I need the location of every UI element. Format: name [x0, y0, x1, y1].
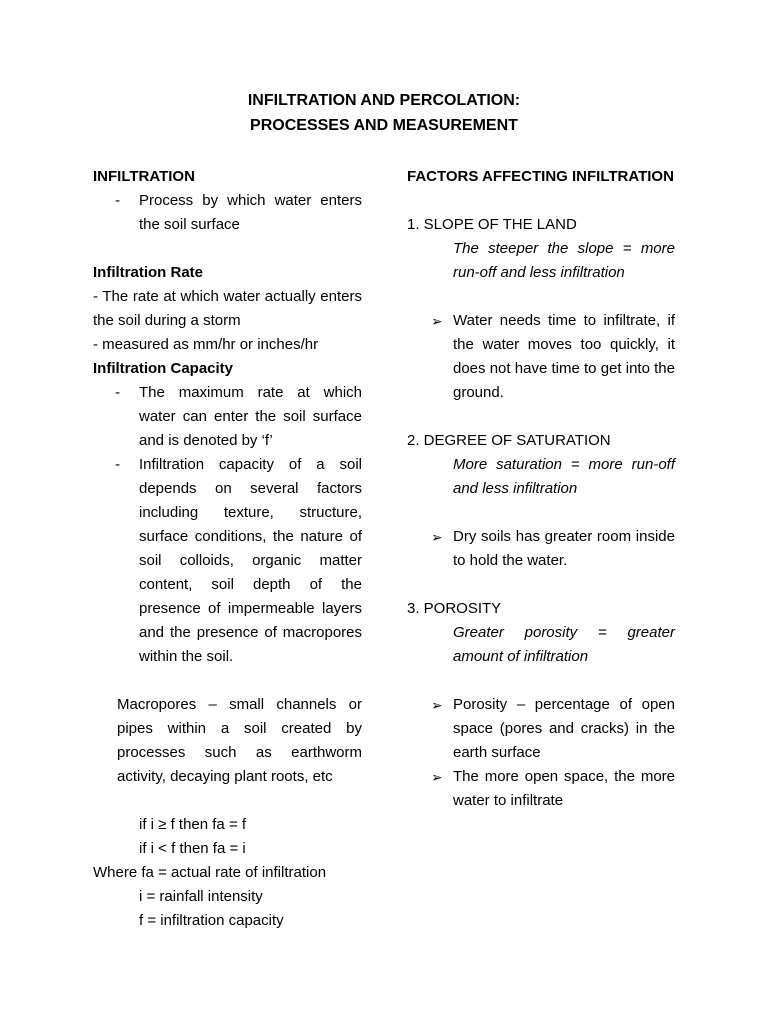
slope-bullet-text: Water needs time to infiltrate, if the water moves too quickly, it does not have time to get into the ground.	[453, 312, 675, 401]
dash-marker: -	[115, 384, 120, 401]
porosity-bullet-1	[407, 693, 675, 765]
process-text: Process by which water enters the soil surface	[139, 192, 362, 233]
saturation-italic: More saturation = more run-off and less infiltration	[453, 456, 675, 497]
capacity-item-text: Infiltration capacity of a soil depends on several factors including texture, structure, surface conditions, the nature of soil colloids, organic matter content, soil depth of the presence of impermeable layers and the presence of macropores within the soil.	[139, 456, 362, 665]
saturation-bullet	[407, 525, 675, 573]
where-text: Where fa = actual rate of infiltration	[93, 864, 327, 881]
capacity-item-1	[93, 381, 362, 453]
arrow-bullet-icon: ➢	[431, 769, 443, 785]
arrow-bullet-icon: ➢	[431, 313, 443, 329]
porosity-title: 3. POROSITY	[407, 600, 502, 617]
infiltration-heading: INFILTRATION	[93, 168, 195, 185]
left-column	[93, 165, 362, 933]
definition-f: f = infiltration capacity	[139, 912, 284, 929]
title-line-1: INFILTRATION AND PERCOLATION:	[247, 92, 521, 109]
slope-italic: The steeper the slope = more run-off and less infiltration	[453, 240, 675, 281]
capacity-heading: Infiltration Capacity	[93, 360, 234, 377]
formula-2: if i < f then fa = i	[139, 840, 246, 857]
saturation-bullet-text: Dry soils has greater room inside to hold the water.	[453, 528, 675, 569]
slope-bullet	[407, 309, 675, 405]
porosity-bullet-2	[407, 765, 675, 813]
dash-marker: -	[115, 456, 120, 473]
macropores-text: Macropores – small channels or pipes within a soil created by processes such as earthworm activity, decaying plant roots, etc	[117, 696, 362, 785]
porosity-italic: Greater porosity = greater amount of infiltration	[453, 624, 675, 665]
arrow-bullet-icon: ➢	[431, 697, 443, 713]
arrow-bullet-icon: ➢	[431, 529, 443, 545]
dash-marker: -	[115, 192, 120, 209]
capacity-item-text: The maximum rate at which water can enter the soil surface and is denoted by ‘f’	[139, 384, 362, 449]
porosity-bullet-text: Porosity – percentage of open space (pores and cracks) in the earth surface	[453, 696, 675, 761]
process-item	[93, 189, 362, 237]
definition-i: i = rainfall intensity	[139, 888, 263, 905]
slope-title: 1. SLOPE OF THE LAND	[407, 216, 577, 233]
document-title	[0, 88, 768, 138]
rate-text-2: - measured as mm/hr or inches/hr	[93, 336, 319, 353]
rate-text-1: - The rate at which water actually enters the soil during a storm	[93, 288, 362, 329]
title-line-2: PROCESSES AND MEASUREMENT	[250, 117, 518, 134]
rate-heading: Infiltration Rate	[93, 264, 204, 281]
saturation-title: 2. DEGREE OF SATURATION	[407, 432, 611, 449]
capacity-item-2	[93, 453, 362, 669]
porosity-bullet-text: The more open space, the more water to infiltrate	[453, 768, 675, 809]
factors-heading: FACTORS AFFECTING INFILTRATION	[407, 168, 674, 185]
right-column	[407, 165, 675, 813]
formula-1: if i ≥ f then fa = f	[139, 816, 247, 833]
